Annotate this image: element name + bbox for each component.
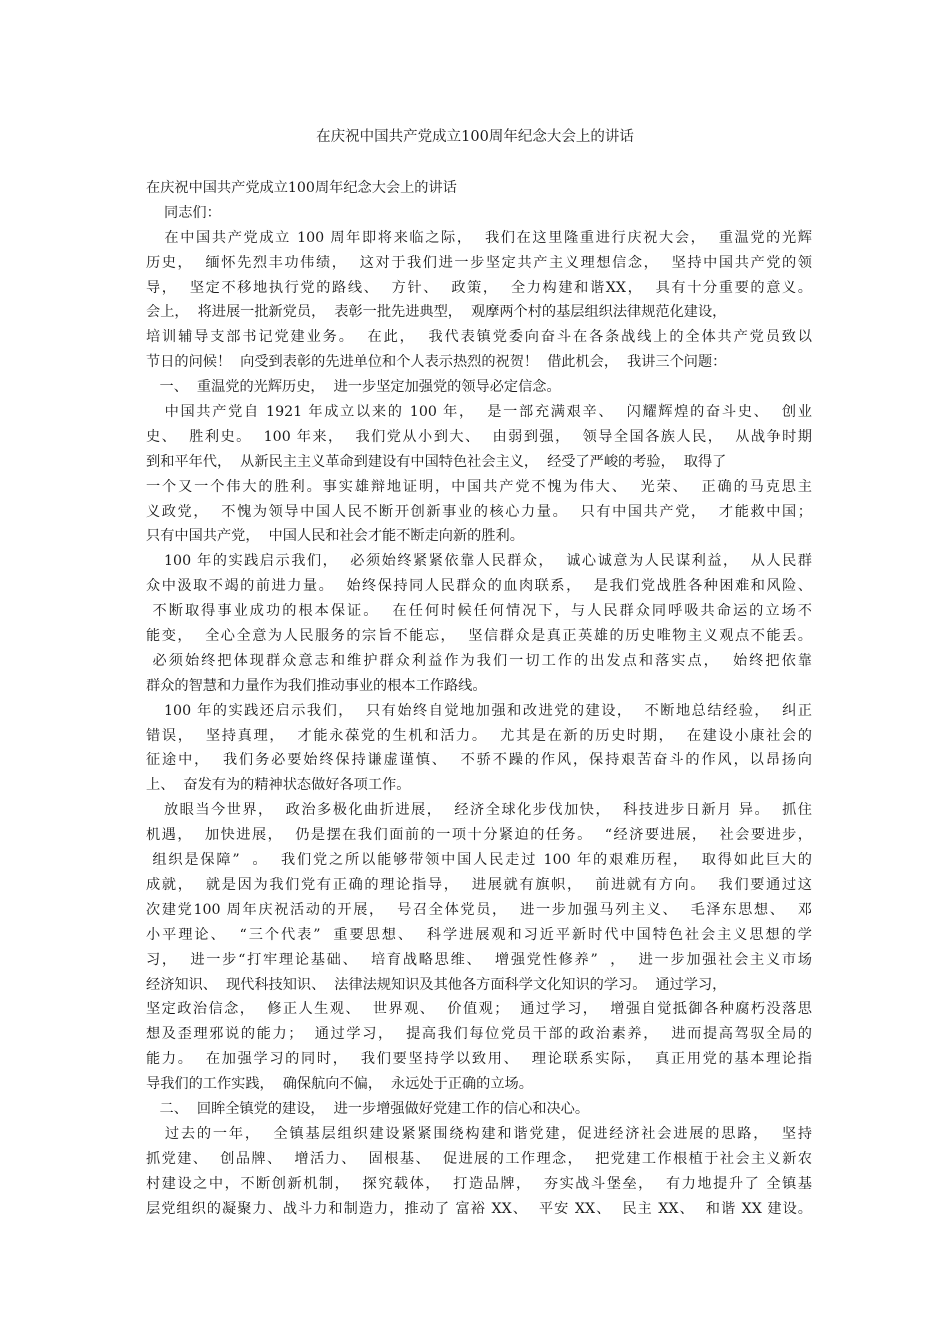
text-line: 必须始终把体现群众意志和维护群众利益作为我们一切工作的出发点和落实点， 始终把依靠 (146, 652, 812, 669)
text-line: 历史， 缅怀先烈丰功伟绩， 这对于我们进一步坚定共产主义理想信念， 坚持中国共产党的领 (146, 254, 812, 271)
text-line: 众中汲取不竭的前进力量。 始终保持同人民群众的血肉联系， 是我们党战胜各种困难和风险、 (146, 578, 812, 595)
text-line: 上、 奋发有为的精神状态做好各项工作。 (146, 777, 411, 794)
text-line: 层党组织的凝聚力、战斗力和制造力，推动了 富裕 XX、 平安 XX、 民主 XX、 和谐 XX 建设。 (146, 1200, 812, 1217)
text-line: 中国共产党自 1921 年成立以来的 100 年， 是一部充满艰辛、 闪耀辉煌的奋斗史、 创业 (146, 404, 812, 421)
text-line: 会上， 将进展一批新党员， 表彰一批先进典型， 观摩两个村的基层组织法律规范化建设， (146, 304, 727, 321)
text-line: 次建党100 周年庆祝活动的开展， 号召全体党员， 进一步加强马列主义、 毛泽东思想、 邓 (146, 901, 812, 918)
text-line: 机遇， 加快进展， 仍是摆在我们面前的一项十分紧迫的任务。 “经济要进展， 社会要进步， (146, 827, 812, 844)
text-line: 只有中国共产党， 中国人民和社会才能不断走向新的胜利。 (146, 528, 524, 545)
text-line: 导我们的工作实践， 确保航向不偏， 永远处于正确的立场。 (146, 1076, 533, 1093)
text-line: 一个又一个伟大的胜利。事实雄辩地证明，中国共产党不愧为伟大、 光荣、 正确的马克思主 (146, 478, 812, 495)
text-line: 同志们： (146, 204, 221, 221)
text-line: 抓党建、 创品牌、 增活力、 固根基、 促进展的工作理念， 把党建工作根植于社会主义新农 (146, 1150, 812, 1167)
text-line: 小平理论、 “三个代表” 重要思想、 科学进展观和习近平新时代中国特色社会主义思想的学 (146, 926, 812, 943)
text-line: 能力。 在加强学习的同时， 我们要坚持学以致用、 理论联系实际， 真正用党的基本理论指 (146, 1051, 812, 1068)
text-line: 到和平年代， 从新民主主义革命到建设有中国特色社会主义， 经受了严峻的考验， 取得了 (146, 453, 727, 470)
text-line: 想及歪理邪说的能力； 通过学习， 提高我们每位党员干部的政治素养， 进而提高驾驭全局的 (146, 1026, 812, 1043)
text-line: 经济知识、 现代科技知识、 法律法规知识及其他各方面科学文化知识的学习。 通过学习， (146, 976, 727, 993)
text-line: 组织是保障” 。 我们党之所以能够带领中国人民走过 100 年的艰难历程， 取得如此巨大的 (146, 852, 812, 869)
text-line: 村建设之中，不断创新机制， 探究载体， 打造品牌， 夯实战斗堡垒， 有力地提升了 全镇基 (146, 1175, 812, 1192)
text-line: 放眼当今世界， 政治多极化曲折进展， 经济全球化步伐加快， 科技进步日新月 异。 抓住 (146, 802, 812, 819)
text-line: 不断取得事业成功的根本保证。 在任何时候任何情况下，与人民群众同呼吸共命运的立场不 (146, 603, 812, 620)
text-line: 100 年的实践启示我们， 必须始终紧紧依靠人民群众， 诚心诚意为人民谋利益， 从人民群 (146, 553, 812, 570)
text-line: 坚定政治信念， 修正人生观、 世界观、 价值观； 通过学习， 增强自觉抵御各种腐朽没落思 (146, 1001, 812, 1018)
text-line: 过去的一年， 全镇基层组织建设紧紧围绕构建和谐党建，促进经济社会进展的思路， 坚持 (146, 1125, 812, 1142)
text-line: 二、 回眸全镇党的建设， 进一步增强做好党建工作的信心和决心。 (146, 1100, 590, 1117)
text-line: 错误， 坚持真理， 才能永葆党的生机和活力。 尤其是在新的历史时期， 在建设小康社会的 (146, 727, 812, 744)
text-line: 在中国共产党成立 100 周年即将来临之际， 我们在这里隆重进行庆祝大会， 重温党的光辉 (146, 229, 812, 246)
text-line: 习， 进一步“打牢理论基础、 培育战略思维、 增强党性修养” ， 进一步加强社会主义市场 (146, 951, 812, 968)
document-body (146, 176, 812, 1221)
text-line: 一、 重温党的光辉历史， 进一步坚定加强党的领导必定信念。 (146, 379, 561, 396)
text-line: 群众的智慧和力量作为我们推动事业的根本工作路线。 (146, 677, 487, 694)
text-line: 培训辅导支部书记党建业务。 在此， 我代表镇党委向奋斗在各条战线上的全体共产党员致以 (146, 329, 812, 346)
document-title: 在庆祝中国共产党成立100周年纪念大会上的讲话 (316, 129, 634, 145)
text-line: 导， 坚定不移地执行党的路线、 方针、 政策， 全力构建和谐XX， 具有十分重要的意义。 (146, 279, 812, 296)
text-line: 能变， 全心全意为人民服务的宗旨不能忘， 坚信群众是真正英雄的历史唯物主义观点不能丢。 (146, 628, 812, 645)
text-line: 义政党， 不愧为领导中国人民不断开创新事业的核心力量。 只有中国共产党， 才能救中国； (146, 503, 812, 520)
text-line: 征途中， 我们务必要始终保持谦虚谨慎、 不骄不躁的作风，保持艰苦奋斗的作风，以昂扬向 (146, 752, 812, 769)
text-line: 成就， 就是因为我们党有正确的理论指导， 进展就有旗帜， 前进就有方向。 我们要通过这 (146, 876, 812, 893)
text-line: 在庆祝中国共产党成立100周年纪念大会上的讲话 (146, 180, 457, 196)
text-line: 100 年的实践还启示我们， 只有始终自觉地加强和改进党的建设， 不断地总结经验， 纠正 (146, 702, 812, 719)
text-line: 节日的问候！ 向受到表彰的先进单位和个人表示热烈的祝贺！ 借此机会， 我讲三个问题： (146, 354, 727, 371)
text-line: 史、 胜利史。 100 年来， 我们党从小到大、 由弱到强， 领导全国各族人民， 从战争时期 (146, 428, 812, 445)
